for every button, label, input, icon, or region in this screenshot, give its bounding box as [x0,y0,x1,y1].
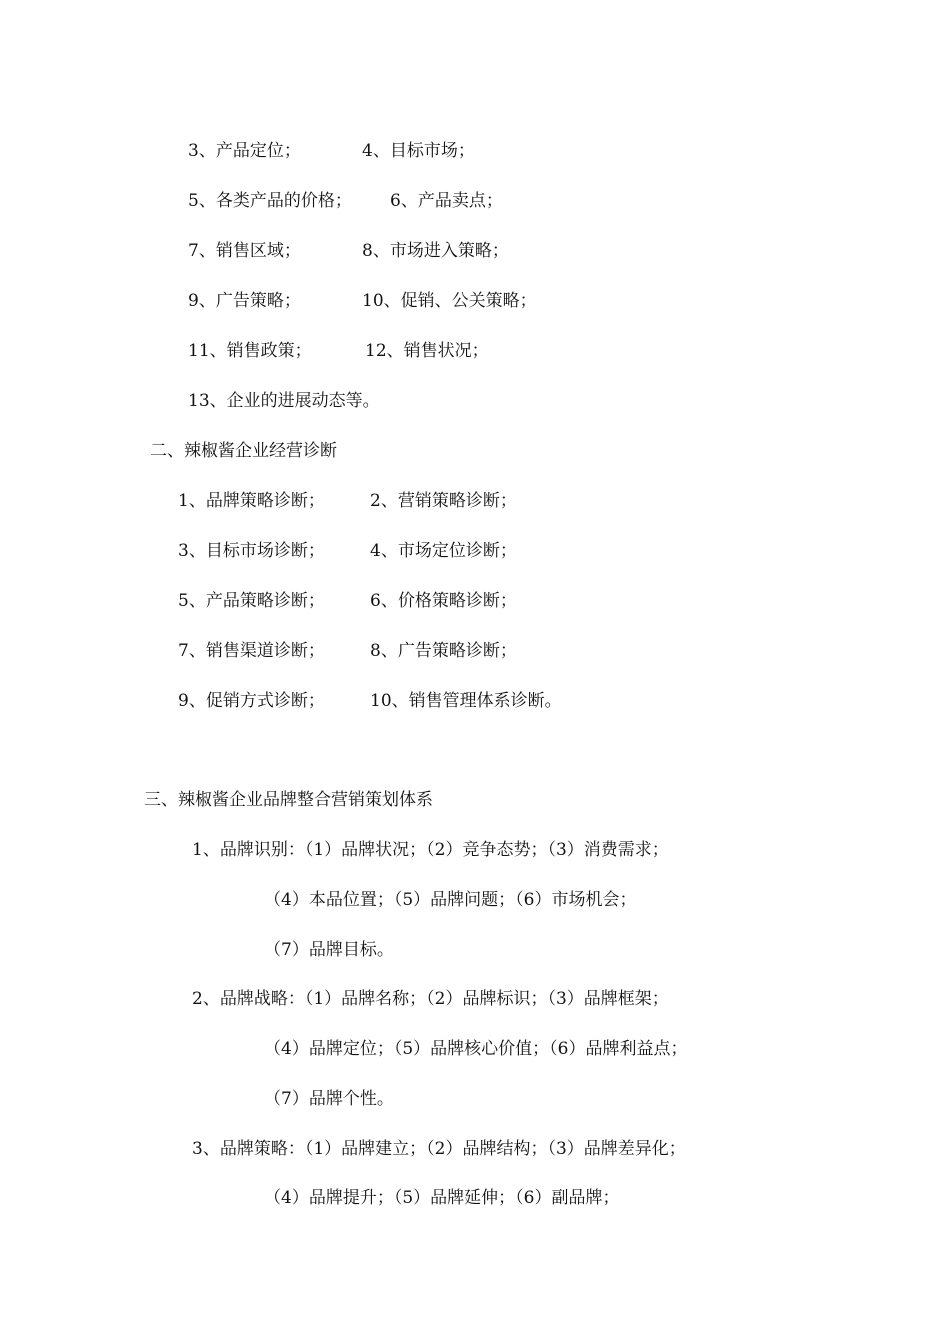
list-item: 6、价格策略诊断； [370,591,517,611]
list-item: 1、品牌策略诊断； [178,491,325,511]
list-item: 5、产品策略诊断； [178,591,325,611]
list-item: 1、品牌识别：（1）品牌状况；（2）竞争态势；（3）消费需求； [192,840,669,860]
list-item: 10、销售管理体系诊断。 [370,691,562,711]
list-item: 3、目标市场诊断； [178,541,325,561]
list-item: 3、品牌策略：（1）品牌建立；（2）品牌结构；（3）品牌差异化； [192,1139,686,1159]
list-item: 2、营销策略诊断； [370,491,517,511]
list-item: 8、市场进入策略； [362,241,509,261]
section3-heading: 三、辣椒酱企业品牌整合营销策划体系 [144,790,433,810]
list-item: 6、产品卖点； [390,191,503,211]
list-item: 3、产品定位； [188,141,301,161]
list-item: 9、促销方式诊断； [178,691,325,711]
list-item: 12、销售状况； [365,341,489,361]
list-item: 4、目标市场； [362,141,475,161]
list-item: 5、各类产品的价格； [188,191,352,211]
list-item: 13、企业的进展动态等。 [188,391,380,411]
list-item: （7）品牌个性。 [264,1089,394,1109]
list-item: 10、促销、公关策略； [362,291,537,311]
list-item: （4）品牌定位；（5）品牌核心价值；（6）品牌利益点； [264,1039,688,1059]
list-item: （4）本品位置；（5）品牌问题；（6）市场机会； [264,890,637,910]
list-item: 2、品牌战略：（1）品牌名称；（2）品牌标识；（3）品牌框架； [192,989,669,1009]
list-item: （4）品牌提升；（5）品牌延伸；（6）副品牌； [264,1188,620,1208]
list-item: （7）品牌目标。 [264,940,394,960]
list-item: 9、广告策略； [188,291,301,311]
list-item: 11、销售政策； [188,341,312,361]
section2-heading: 二、辣椒酱企业经营诊断 [150,441,337,461]
list-item: 7、销售区域； [188,241,301,261]
list-item: 8、广告策略诊断； [370,641,517,661]
list-item: 4、市场定位诊断； [370,541,517,561]
list-item: 7、销售渠道诊断； [178,641,325,661]
